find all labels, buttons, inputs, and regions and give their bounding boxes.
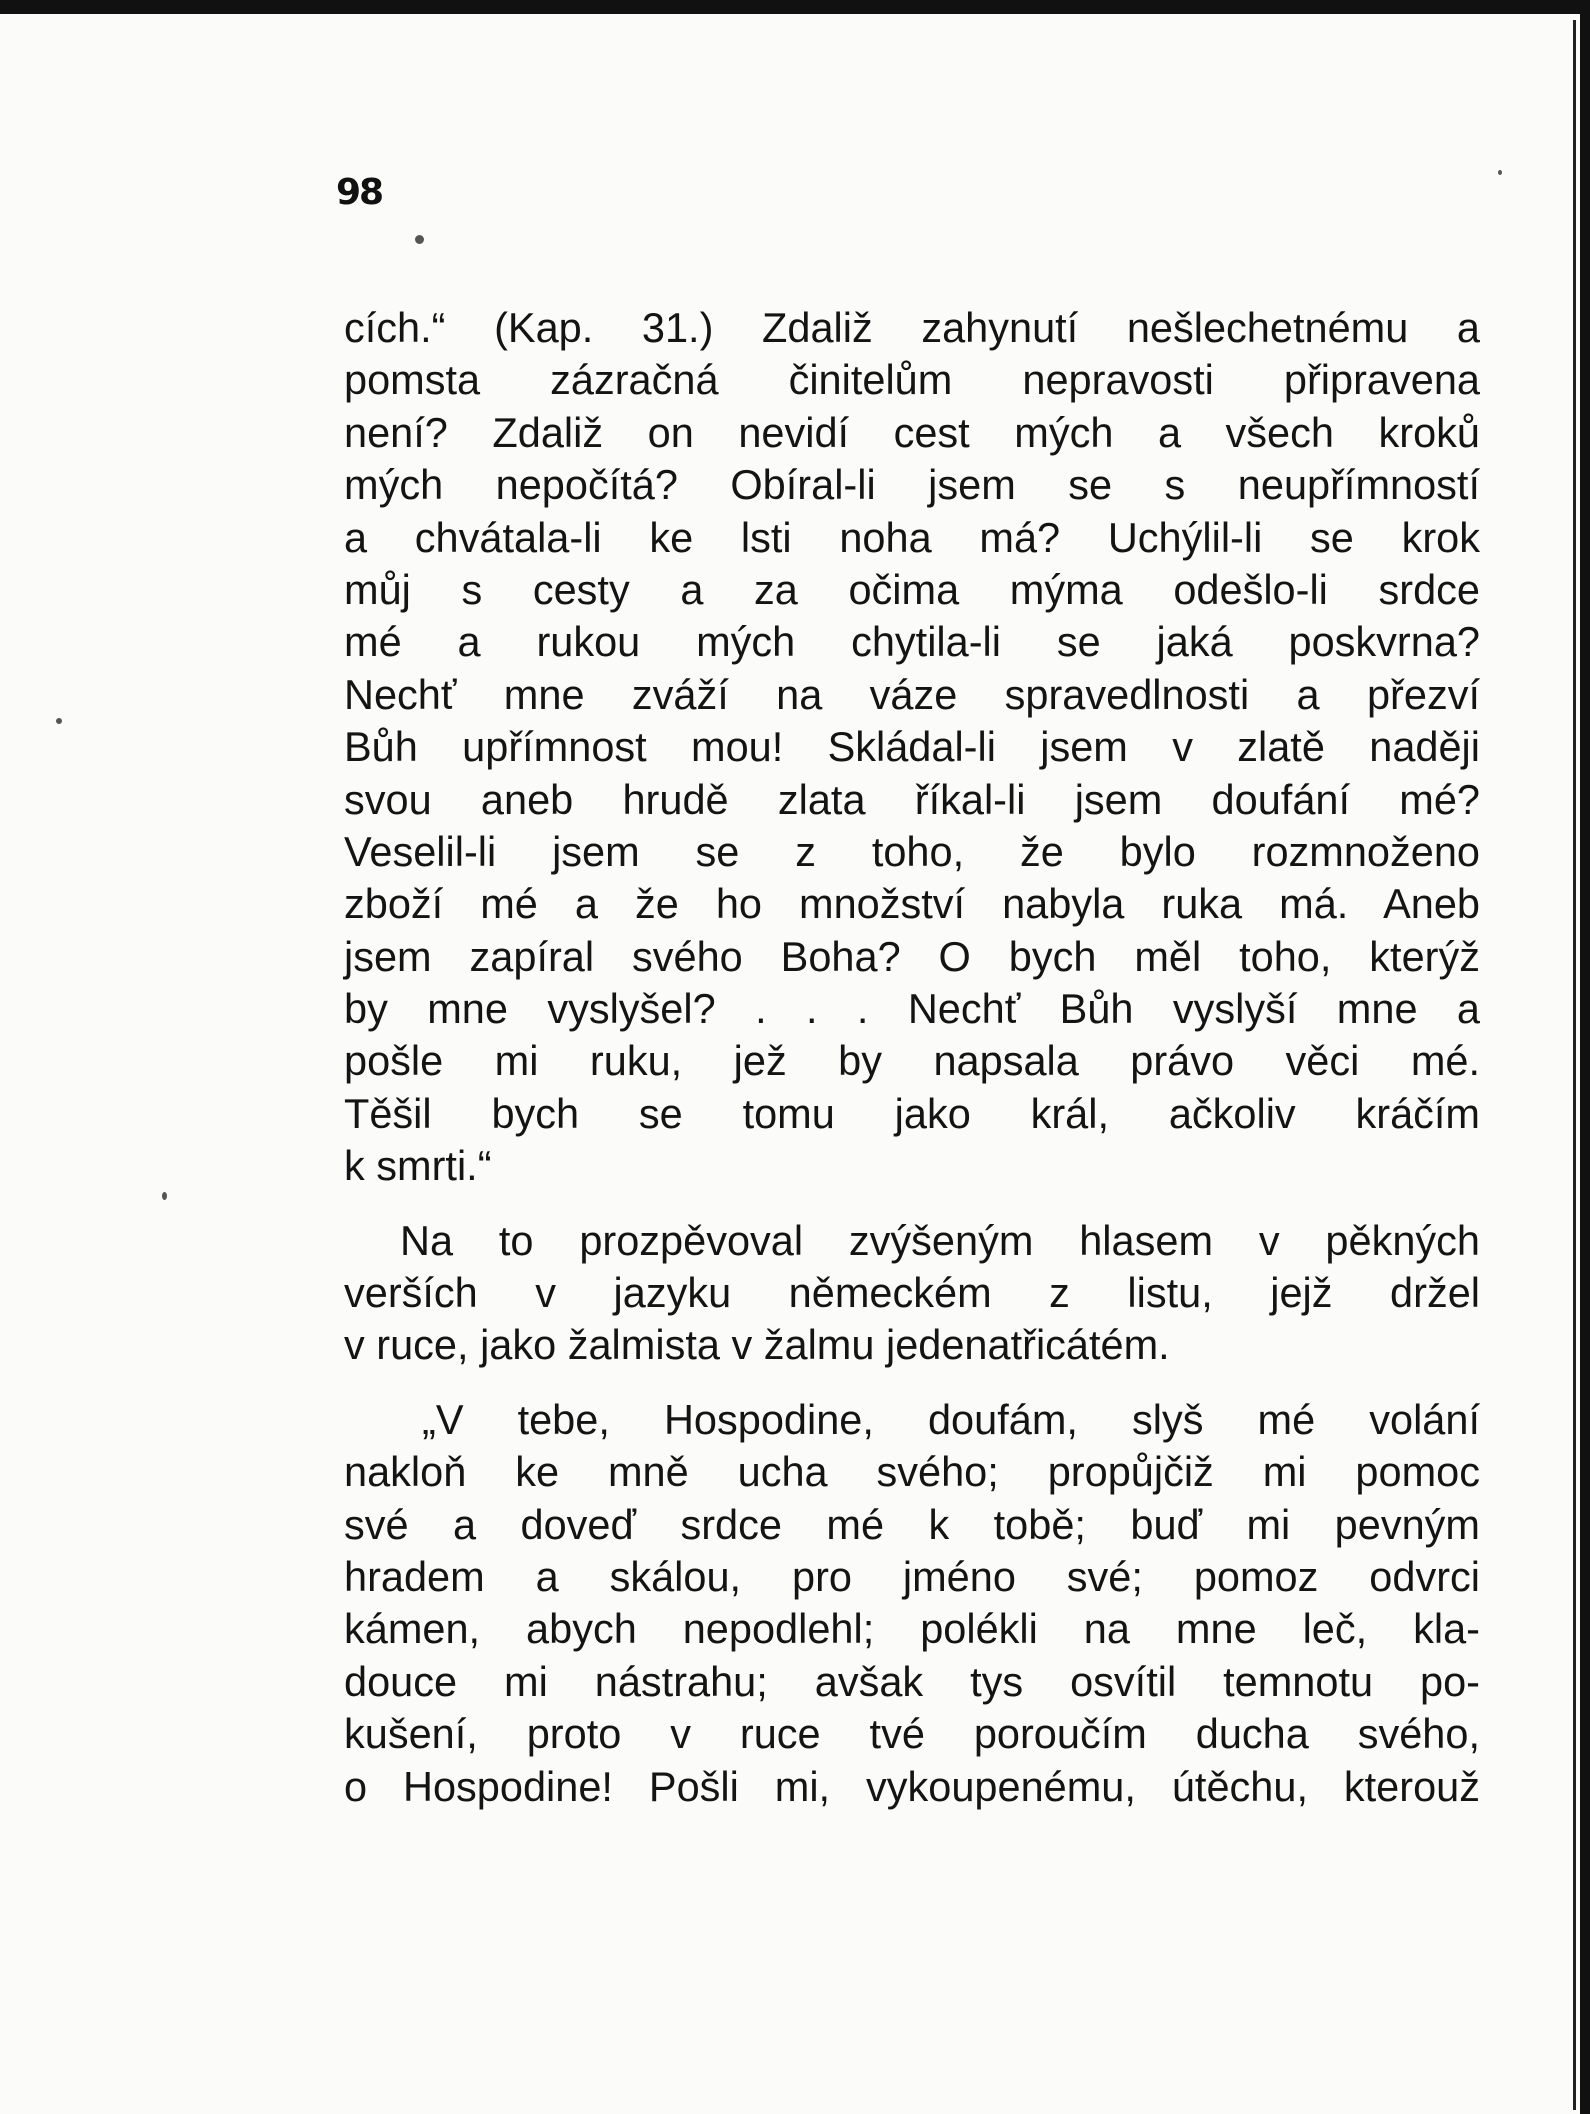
text-line: a chvátala-li ke lsti noha má? Uchýlil-li se krok bbox=[344, 513, 1480, 561]
scan-top-border bbox=[0, 0, 1590, 14]
scan-speck bbox=[56, 718, 62, 724]
text-line: pošle mi ruku, jež by napsala právo věci mé. bbox=[344, 1037, 1480, 1085]
text-line: svou aneb hrudě zlata říkal-li jsem doufání mé? bbox=[344, 775, 1480, 823]
text-line: Těšil bych se tomu jako král, ačkoliv kráčím bbox=[344, 1089, 1480, 1137]
text-line: douce mi nástrahu; avšak tys osvítil temnotu po- bbox=[344, 1657, 1480, 1705]
page-number: 98 bbox=[336, 172, 383, 213]
scan-right-border bbox=[1580, 0, 1590, 2114]
text-line: kušení, proto v ruce tvé poroučím ducha svého, bbox=[344, 1710, 1480, 1758]
paragraph-3-cont bbox=[344, 1446, 1480, 1813]
body-text bbox=[344, 302, 1480, 1813]
paragraph-2-cont bbox=[344, 1267, 1480, 1372]
text-line: by mne vyslyšel? . . . Nechť Bůh vyslyší mne a bbox=[344, 985, 1480, 1033]
text-line: hradem a skálou, pro jméno své; pomoz odvrci bbox=[344, 1552, 1480, 1600]
text-line: k smrti.“ bbox=[344, 1142, 492, 1190]
text-line: zboží mé a že ho množství nabyla ruka má. Aneb bbox=[344, 880, 1480, 928]
scan-speck bbox=[1498, 170, 1502, 175]
paragraph-2 bbox=[344, 1215, 1480, 1267]
text-line: Nechť mne zváží na váze spravedlnosti a přezví bbox=[344, 670, 1480, 718]
text-line: není? Zdaliž on nevidí cest mých a všech kroků bbox=[344, 408, 1480, 456]
text-line: Veselil-li jsem se z toho, že bylo rozmnoženo bbox=[344, 827, 1480, 875]
scan-speck bbox=[162, 1192, 167, 1200]
text-line: v ruce, jako žalmista v žalmu jedenatřicátém. bbox=[344, 1321, 1170, 1369]
paragraph-1 bbox=[344, 302, 1480, 1193]
paragraph-gap bbox=[344, 1193, 1480, 1215]
scan-right-edge-line bbox=[1573, 20, 1576, 2110]
text-line: Bůh upřímnost mou! Skládal-li jsem v zlatě naději bbox=[344, 723, 1480, 771]
text-line: cích.“ (Kap. 31.) Zdaliž zahynutí nešlechetnému a bbox=[344, 304, 1480, 351]
text-line: o Hospodine! Pošli mi, vykoupenému, útěchu, kterouž bbox=[344, 1762, 1480, 1810]
text-line: jsem zapíral svého Boha? O bych měl toho, kterýž bbox=[344, 932, 1480, 980]
text-line: nakloň ke mně ucha svého; propůjčiž mi pomoc bbox=[344, 1448, 1480, 1496]
text-line: mé a rukou mých chytila-li se jaká poskvrna? bbox=[344, 618, 1480, 666]
text-line: pomsta zázračná činitelům nepravosti připravena bbox=[344, 356, 1480, 404]
text-line: kámen, abych nepodlehl; polékli na mne leč, kla- bbox=[344, 1605, 1480, 1653]
text-line: verších v jazyku německém z listu, jejž držel bbox=[344, 1269, 1480, 1317]
text-line: můj s cesty a za očima mýma odešlo-li srdce bbox=[344, 565, 1480, 613]
text-line: mých nepočítá? Obíral-li jsem se s neupřímností bbox=[344, 461, 1480, 509]
text-line: své a doveď srdce mé k tobě; buď mi pevným bbox=[344, 1500, 1480, 1548]
text-line: Na to prozpěvoval zvýšeným hlasem v pěkných bbox=[400, 1216, 1480, 1264]
text-line: „V tebe, Hospodine, doufám, slyš mé volání bbox=[422, 1395, 1480, 1443]
paragraph-gap bbox=[344, 1372, 1480, 1394]
scan-speck bbox=[415, 235, 424, 244]
paragraph-3 bbox=[344, 1394, 1480, 1446]
